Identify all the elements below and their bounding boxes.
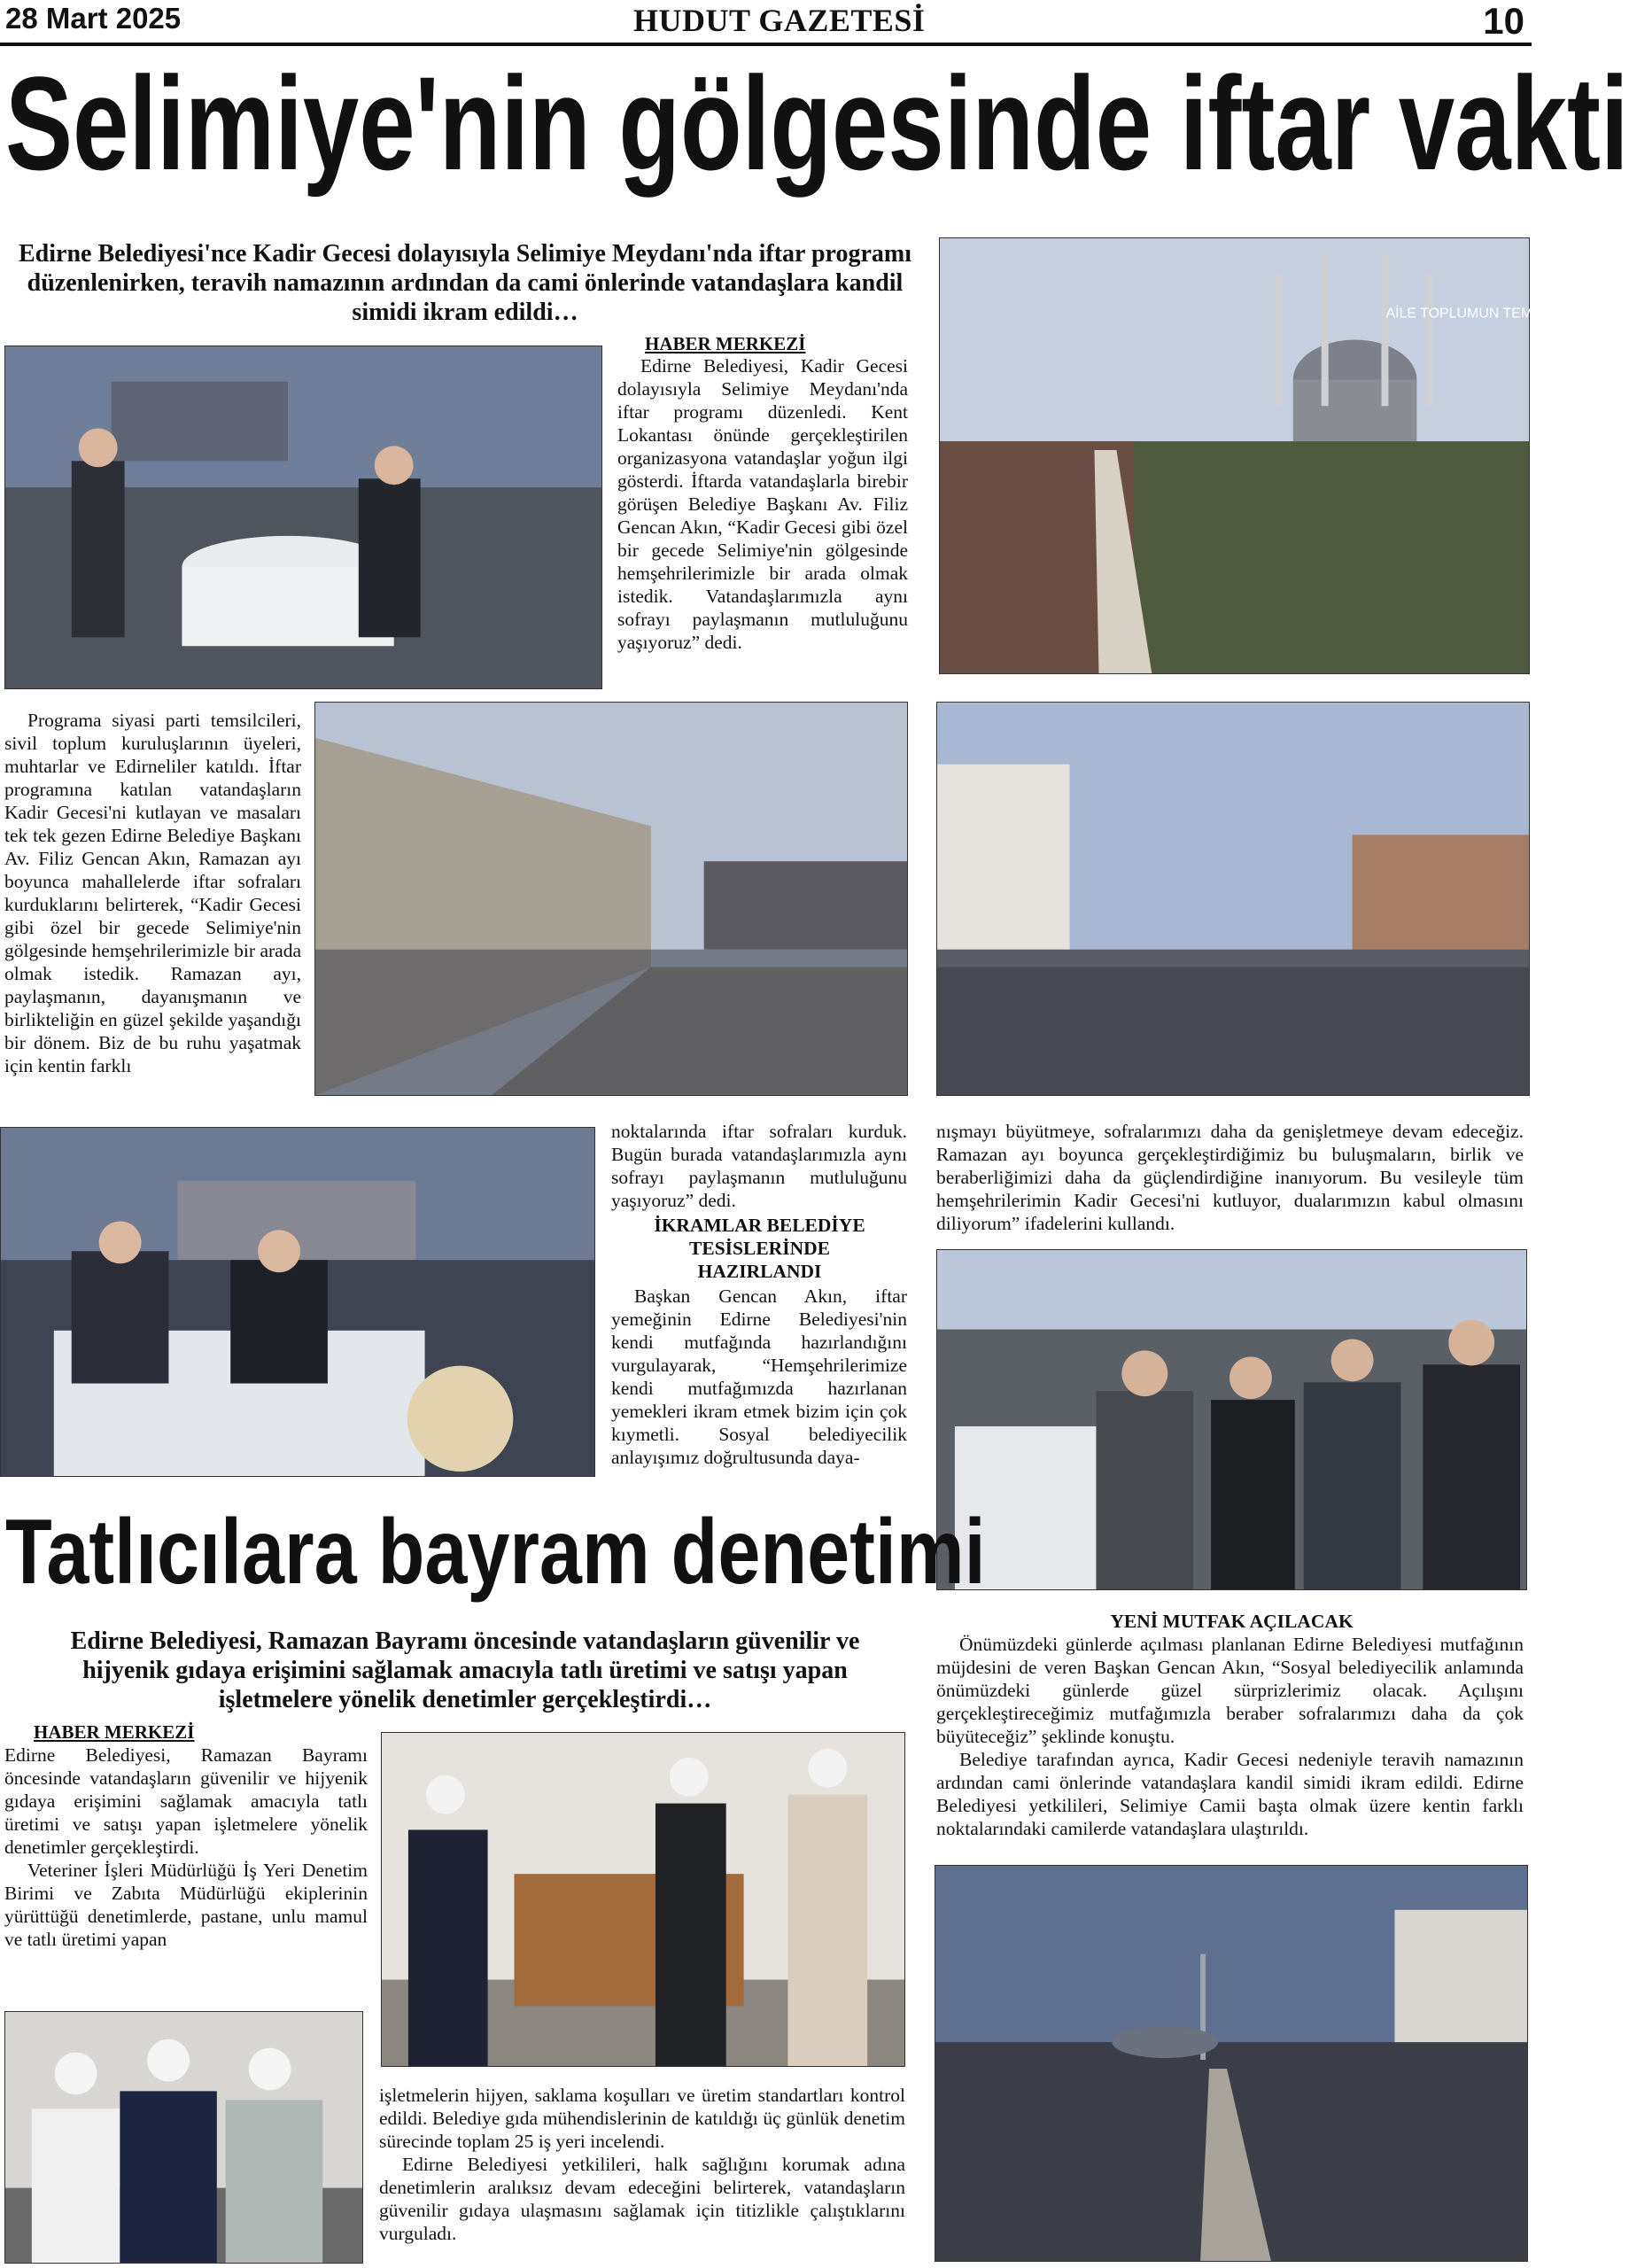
issue-date: 28 Mart 2025 [5,2,182,35]
article-byline: HABER MERKEZİ [645,333,806,354]
article-headline: Tatlıcılara bayram denetimi [5,1501,986,1604]
photo-dignitaries-table [4,346,602,689]
article-paragraph: Programa siyasi parti temsilcileri, sivil toplum kuruluşlarının üyeleri, muhtarlar ve Edirneliler katıldı. İftar programına katılan vatandaşların Kadir Gecesi'ni kutlayan ve masaları tek tek gezen Edirne Belediye Başkanı Av. Filiz Gencan Akın, Ramazan ayı boyunca mahallelerde iftar sofraları kurduklarını belirterek, “Kadir Gecesi gibi özel bir gecede Selimiye'nin gölgesinde hemşehrilerimizle bir arada olmak istedik. Ramazan ayı, paylaşmanın, dayanışmanın ve birlikteliğin en güzel şekilde yaşandığı bir dönem. Biz de bu ruhu yaşatmak için kentin farklı [4,710,301,1076]
photo-bakery-inspection [381,1732,905,2067]
article-subheading: YENİ MUTFAK AÇILACAK [1110,1611,1354,1632]
article-byline: HABER MERKEZİ [34,1721,195,1743]
photo-inspectors-document [4,2011,363,2264]
photo-street-iftar-1 [314,702,908,1096]
article-subheading: İKRAMLAR BELEDİYE TESİSLERİNDE HAZIRLANDI [654,1215,865,1282]
article-paragraph: nışmayı büyütmeye, sofralarımızı daha da genişletmeye devam edeceğiz. Ramazan ayı boyunca gerçekleştirdiğimiz bu buluşmaların, birlik ve beraberliğimizi daha da güçlendirdiğine inanıyorum. Bu vesileyle tüm hemşehrilerimin Kadir Gecesi'ni kutluyor, dualarımızın kabul olmasını diliyorum” ifadelerini kullandı. [936,1121,1524,1234]
article-paragraph: Edirne Belediyesi, Ramazan Bayramı öncesinde vatandaşların güvenilir ve hijyenik gıdaya erişimini sağlamak amacıyla tatlı üretimi ve satışı yapan işletmelere yönelik denetimler gerçekleştirdi. Veteriner İşleri Müdürlüğü İş Yeri Denetim Birimi ve Zabıta Müdürlüğü ekiplerinin yürüttüğü denetimlerde, pastane, unlu mamul ve tatlı üretimi yapan [4,1744,368,1950]
article-deck: Edirne Belediyesi, Ramazan Bayramı öncesinde vatandaşların güvenilir ve hijyenik gıdaya erişimini sağlamak amacıyla tatlı üretimi ve satışı yapan işletmelere yönelik denetimler gerçekleştirdi… [70,1627,860,1713]
photo-mayor-greeting [936,1249,1527,1590]
page-number: 10 [1483,0,1524,42]
article-deck: Edirne Belediyesi'nce Kadir Gecesi dolayısıyla Selimiye Meydanı'nda iftar programı düzenlenirken, teravih namazının ardından da cami önlerinde vatandaşlara kandil simidi ikram edildi… [19,240,911,326]
photo-selimiye-aerial [939,237,1579,674]
article-headline: Selimiye'nin gölgesinde iftar vakti [5,49,1629,198]
mosque-banner-text: AİLE TOPLUMUN TEMELİDİR [1385,306,1579,322]
article-paragraph: noktalarında iftar sofraları kurduk. Bugün burada vatandaşlarımızla aynı sofrayı paylaşmanın mutluluğunu yaşıyoruz” dedi. [611,1121,907,1211]
article-paragraph: işletmelerin hijyen, saklama koşulları ve üretim standartları kontrol edildi. Belediye gıda mühendislerinin de katıldığı üç günlük denetim sürecinde toplam 25 iş yeri incelendi. Edirne Belediyesi yetkilileri, halk sağlığını korumak adına denetimlerin aralıksız devam edeceğini belirterek, vatandaşların güvenilir gıdaya ulaşmasını sağlamak için titizlikle çalıştıklarını vurguladı. [379,2085,905,2244]
newspaper-name: HUDUT GAZETESİ [633,3,926,38]
photo-dusk-iftar-crowd [935,1865,1528,2262]
article-paragraph: Başkan Gencan Akın, iftar yemeğinin Edirne Belediyesi'nin kendi mutfağında hazırlandığını vurgulayarak, “Hemşehrilerimize kendi mutfağımızda hazırlanan yemekleri ikram etmek bizim için çok kıymetli. Sosyal belediyecilik anlayışımız doğrultusunda daya- [611,1285,907,1468]
photo-street-iftar-2 [936,702,1530,1096]
photo-prayer-table [0,1127,595,1477]
article-paragraph: Edirne Belediyesi, Kadir Gecesi dolayısıyla Selimiye Meydanı'nda iftar programı düzenledi. Kent Lokantası önünde gerçekleştirilen organizasyona vatandaşlar yoğun ilgi gösterdi. İftarda vatandaşlarla birebir görüşen Belediye Başkanı Av. Filiz Gencan Akın, “Kadir Gecesi gibi özel bir gecede Selimiye'nin gölgesinde hemşehrilerimizle bir arada olmak istedik. Vatandaşlarımızla aynı sofrayı paylaşmanın mutluluğunu yaşıyoruz” dedi. [617,355,908,653]
article-paragraph: Önümüzdeki günlerde açılması planlanan Edirne Belediyesi mutfağının müjdesini de veren Başkan Gencan Akın, “Sosyal belediyecilik anlamında önümüzdeki günlerde güzel sürprizlerimiz olacak. Açılışını gerçekleştireceğimiz mutfağımızla beraber sofralarımızı daha da çok büyüteceğiz” şeklinde konuştu. Belediye tarafından ayrıca, Kadir Gecesi nedeniyle teravih namazının ardından cami önlerinde vatandaşlara kandil simidi ikram edildi. Edirne Belediyesi yetkilileri, Selimiye Camii başta olmak üzere kentin farklı noktalarındaki camilerde vatandaşlara ulaştırıldı. [936,1634,1524,1839]
